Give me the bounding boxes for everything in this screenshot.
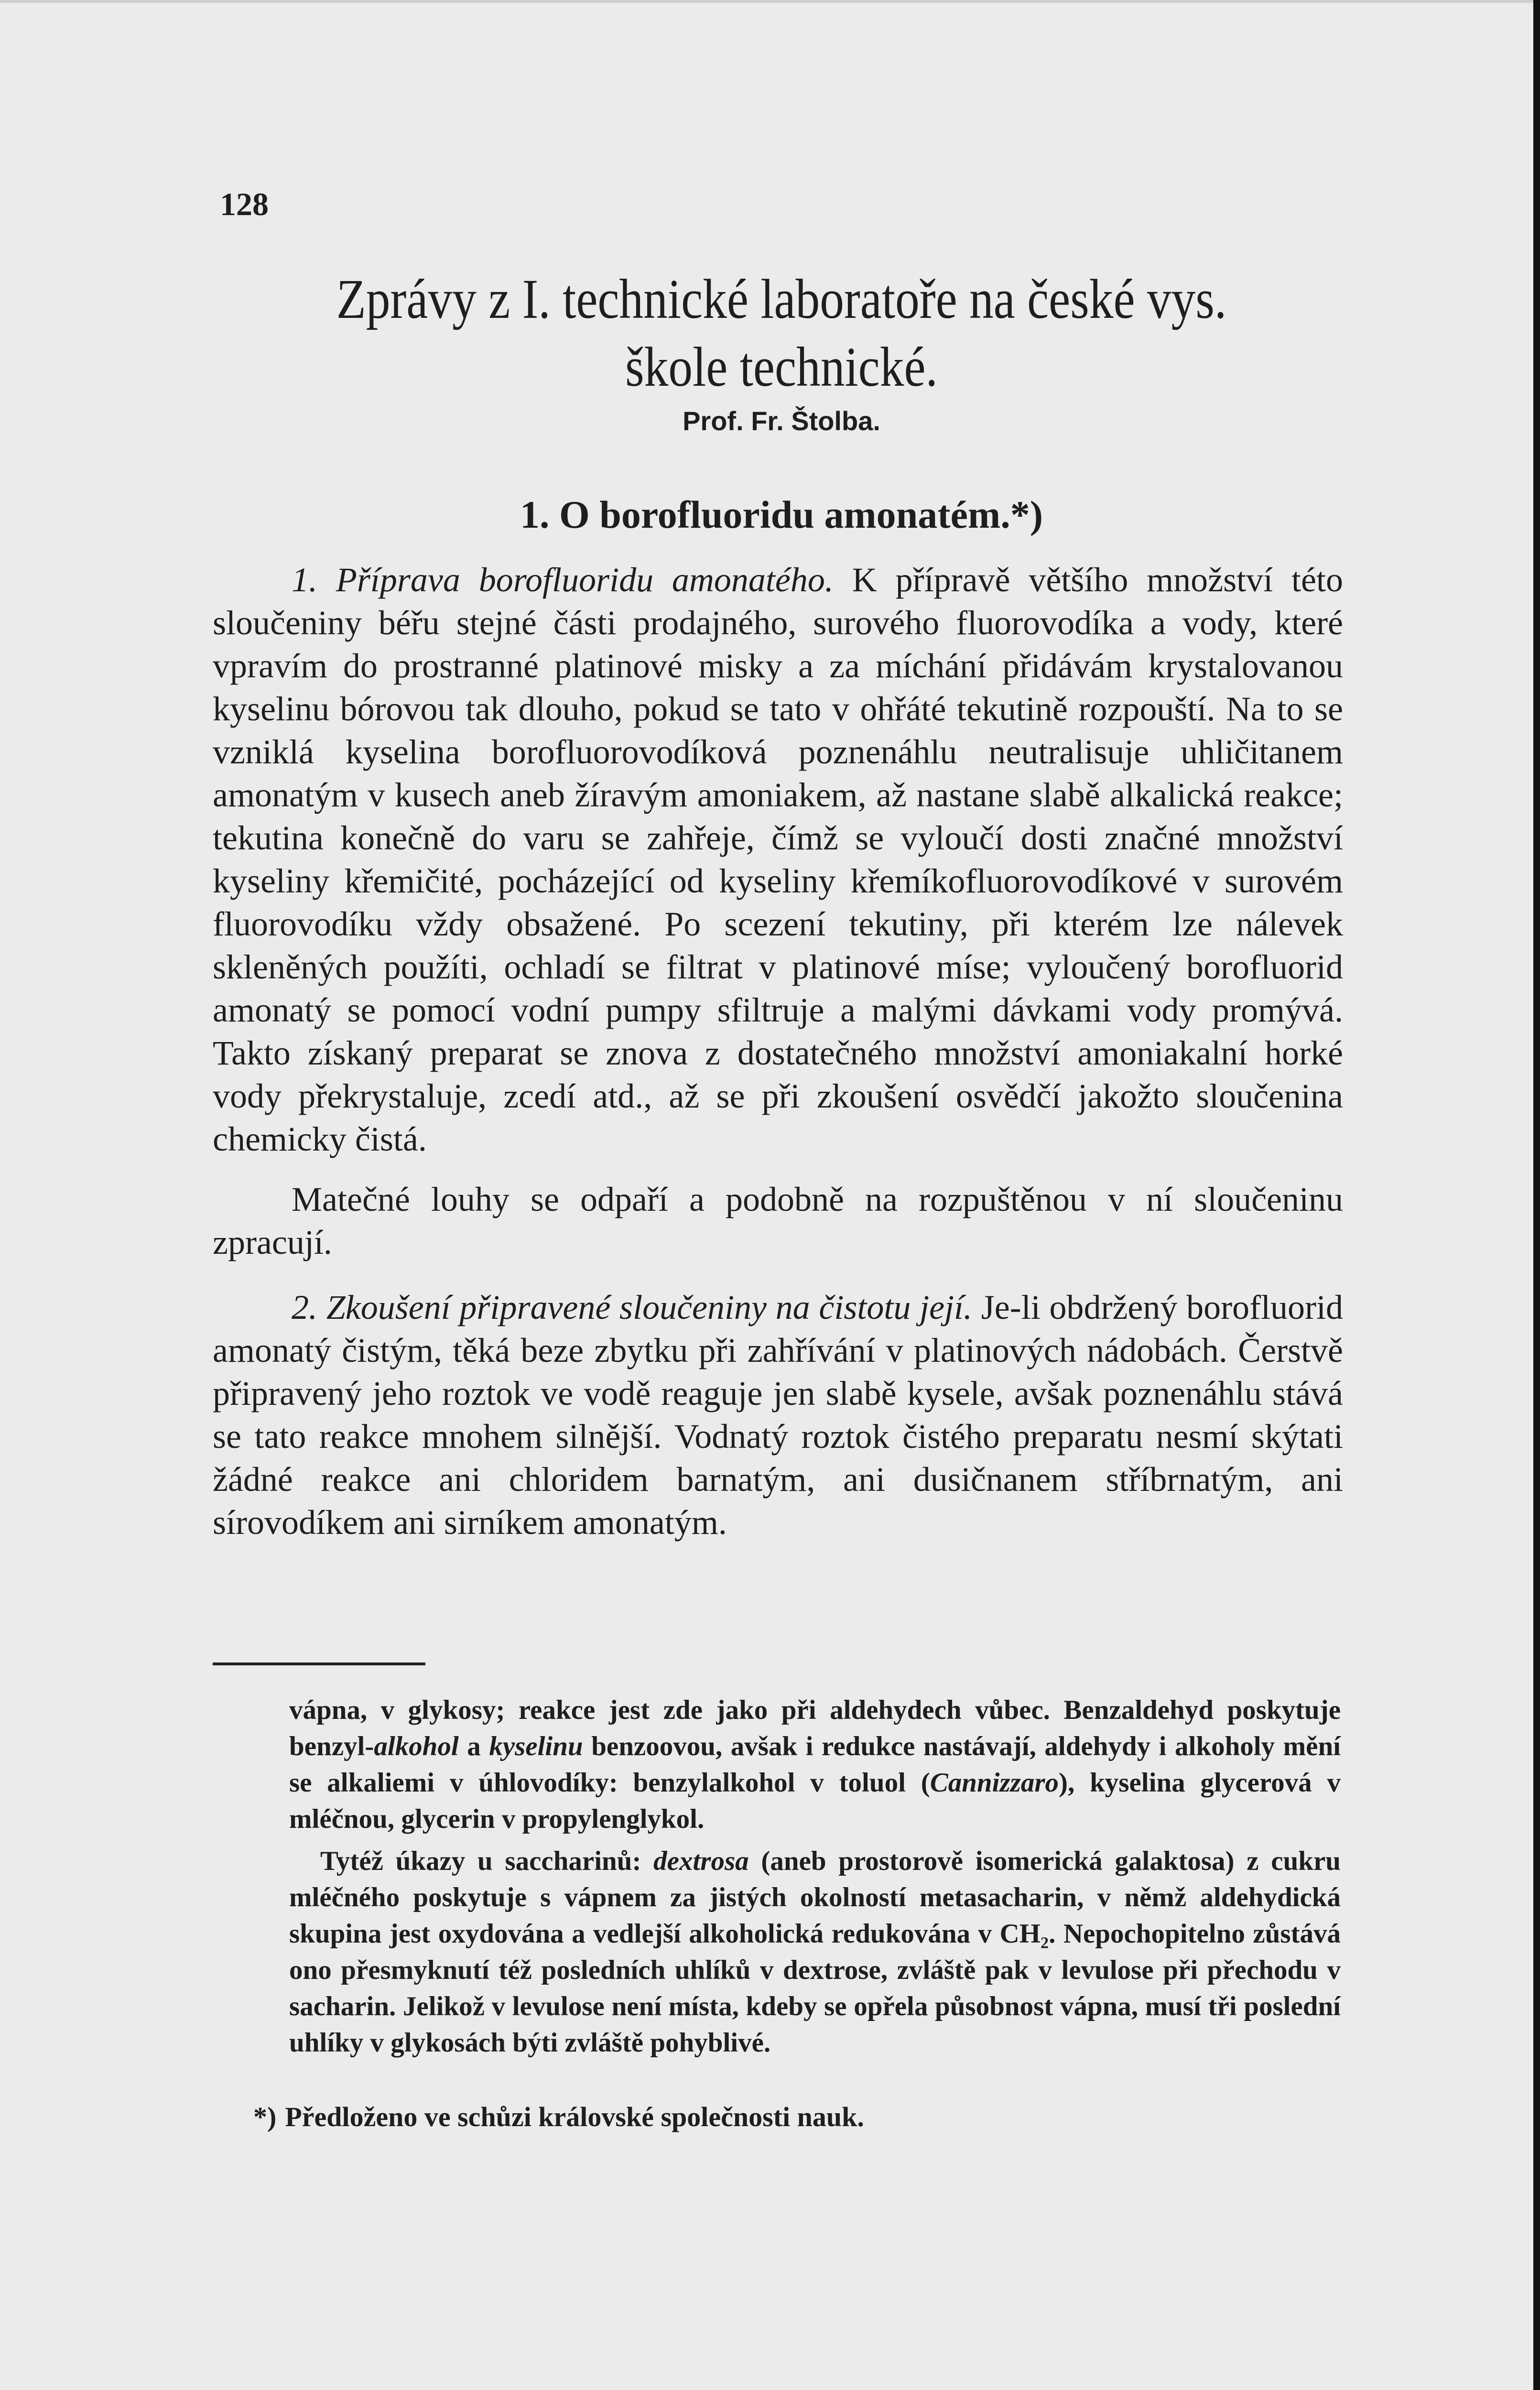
footnote-1-part: ), kyselina glycerová v mléčnou, glycerin v propylenglykol. <box>289 1768 1341 1834</box>
asterisk-note-text: Předloženo ve schůzi královské společnosti nauk. <box>285 2101 864 2132</box>
footnote-1-italic: Cannizzaro <box>930 1768 1059 1798</box>
footnote-1-italic: alkohol <box>374 1731 459 1761</box>
scan-edge-top <box>0 0 1540 3</box>
scan-edge-right <box>1533 0 1540 2390</box>
footnote-1 <box>289 1692 1341 1837</box>
title-line-1: Zprávy z I. technické laboratoře na české vys. <box>336 268 1227 330</box>
section-heading: 1. O borofluoridu amonatém.*) <box>520 493 1043 536</box>
paragraph-1-text: K přípravě většího množství této sloučeniny béřu stejné části prodajného, surového fluorovodíka a vody, které vpravím do prostranné platinové misky a za míchání přidávám krystalovanou kyselinu bórovou tak dlouho, pokud se tato v ohřáté tekutině rozpouští. Na to se vzniklá kyselina borofluorovodíková poznenáhlu neutralisuje uhličitanem amonatým v kusech aneb žíravým amoniakem, až nastane slabě alkalická reakce; tekutina konečně do varu se zahřeje, čímž se vyloučí dosti značné množství kyseliny křemičité, pocházející od kyseliny křemíkofluorovodíkové v surovém fluorovodíku vždy obsažené. Po scezení tekutiny, při kterém lze nálevek skleněných použíti, ochladí se filtrat v platinové míse; vyloučený borofluorid amonatý se pomocí vodní pumpy sfiltruje a malými dávkami vody promývá. Takto získaný preparat se znova z dostatečného množství amoniakalní horké vody překrystaluje, zcedí atd., až se při zkoušení osvědčí jakožto sloučenina chemicky čistá. <box>213 561 1343 1158</box>
author: Prof. Fr. Štolba. <box>683 406 880 436</box>
paragraph-2: Matečné louhy se odpaří a podobně na rozpuštěnou v ní sloučeninu zpracují. <box>213 1180 1343 1261</box>
footnote-2-part: Tytéž úkazy u saccharinů: <box>320 1846 654 1876</box>
footnote-1-italic: kyselinu <box>489 1731 583 1761</box>
body-text <box>213 558 1343 1544</box>
footnote-1-part: benzoovou, avšak i redukce nastávají, aldehydy i alkoholy mění se alkaliemi v úhlovodíky: benzylalkohol v toluol ( <box>289 1731 1341 1798</box>
page-title <box>220 265 1343 401</box>
paragraph-3-label: 2. Zkoušení připravené sloučeniny na čistotu její. <box>292 1288 973 1326</box>
footnote-2-italic: dextrosa <box>653 1846 749 1876</box>
title-line-2: škole technické. <box>625 336 938 398</box>
footnote-1-part: a <box>458 1731 489 1761</box>
footnote-1-part: vápna, v glykosy; reakce jest zde jako při aldehydech vůbec. Benzaldehyd poskytuje benzyl- <box>289 1695 1341 1761</box>
footnote-2-part: (aneb prostorově isomerická galaktosa) z cukru mléčného poskytuje s vápnem za jistých okolností metasacharin, v němž aldehydická skupina jest oxydována a vedlejší alkoholická redukována v CH₂. Nepochopitelno zůstává ono přesmyknutí též posledních uhlíků v dextrose, zvláště pak v levulose při přechodu v sacharin. Jelikož v levulose není místa, kdeby se opřela působnost vápna, musí tři poslední uhlíky v glykosách býti zvláště pohyblivé. <box>289 1846 1341 2058</box>
footnotes <box>289 1692 1341 2061</box>
asterisk-mark: *) <box>253 2101 277 2132</box>
footnote-2 <box>289 1843 1341 2061</box>
paragraph-1-label: 1. Příprava borofluoridu amonatého. <box>292 561 834 599</box>
page-number: 128 <box>220 186 269 222</box>
asterisk-footnote <box>253 2101 864 2133</box>
paragraph-3-text: Je-li obdržený borofluorid amonatý čistým, těká beze zbytku při zahřívání v platinových nádobách. Čerstvě připravený jeho roztok ve vodě reaguje jen slabě kysele, avšak poznenáhlu stává se tato reakce mnohem silnější. Vodnatý roztok čistého preparatu nesmí skýtati žádné reakce ani chloridem barnatým, ani dusičnanem stříbrnatým, ani sírovodíkem ani sirníkem amonatým. <box>213 1288 1344 1542</box>
paragraph-3 <box>213 1286 1343 1544</box>
paragraph-1 <box>213 558 1343 1161</box>
footnote-divider <box>213 1662 425 1665</box>
